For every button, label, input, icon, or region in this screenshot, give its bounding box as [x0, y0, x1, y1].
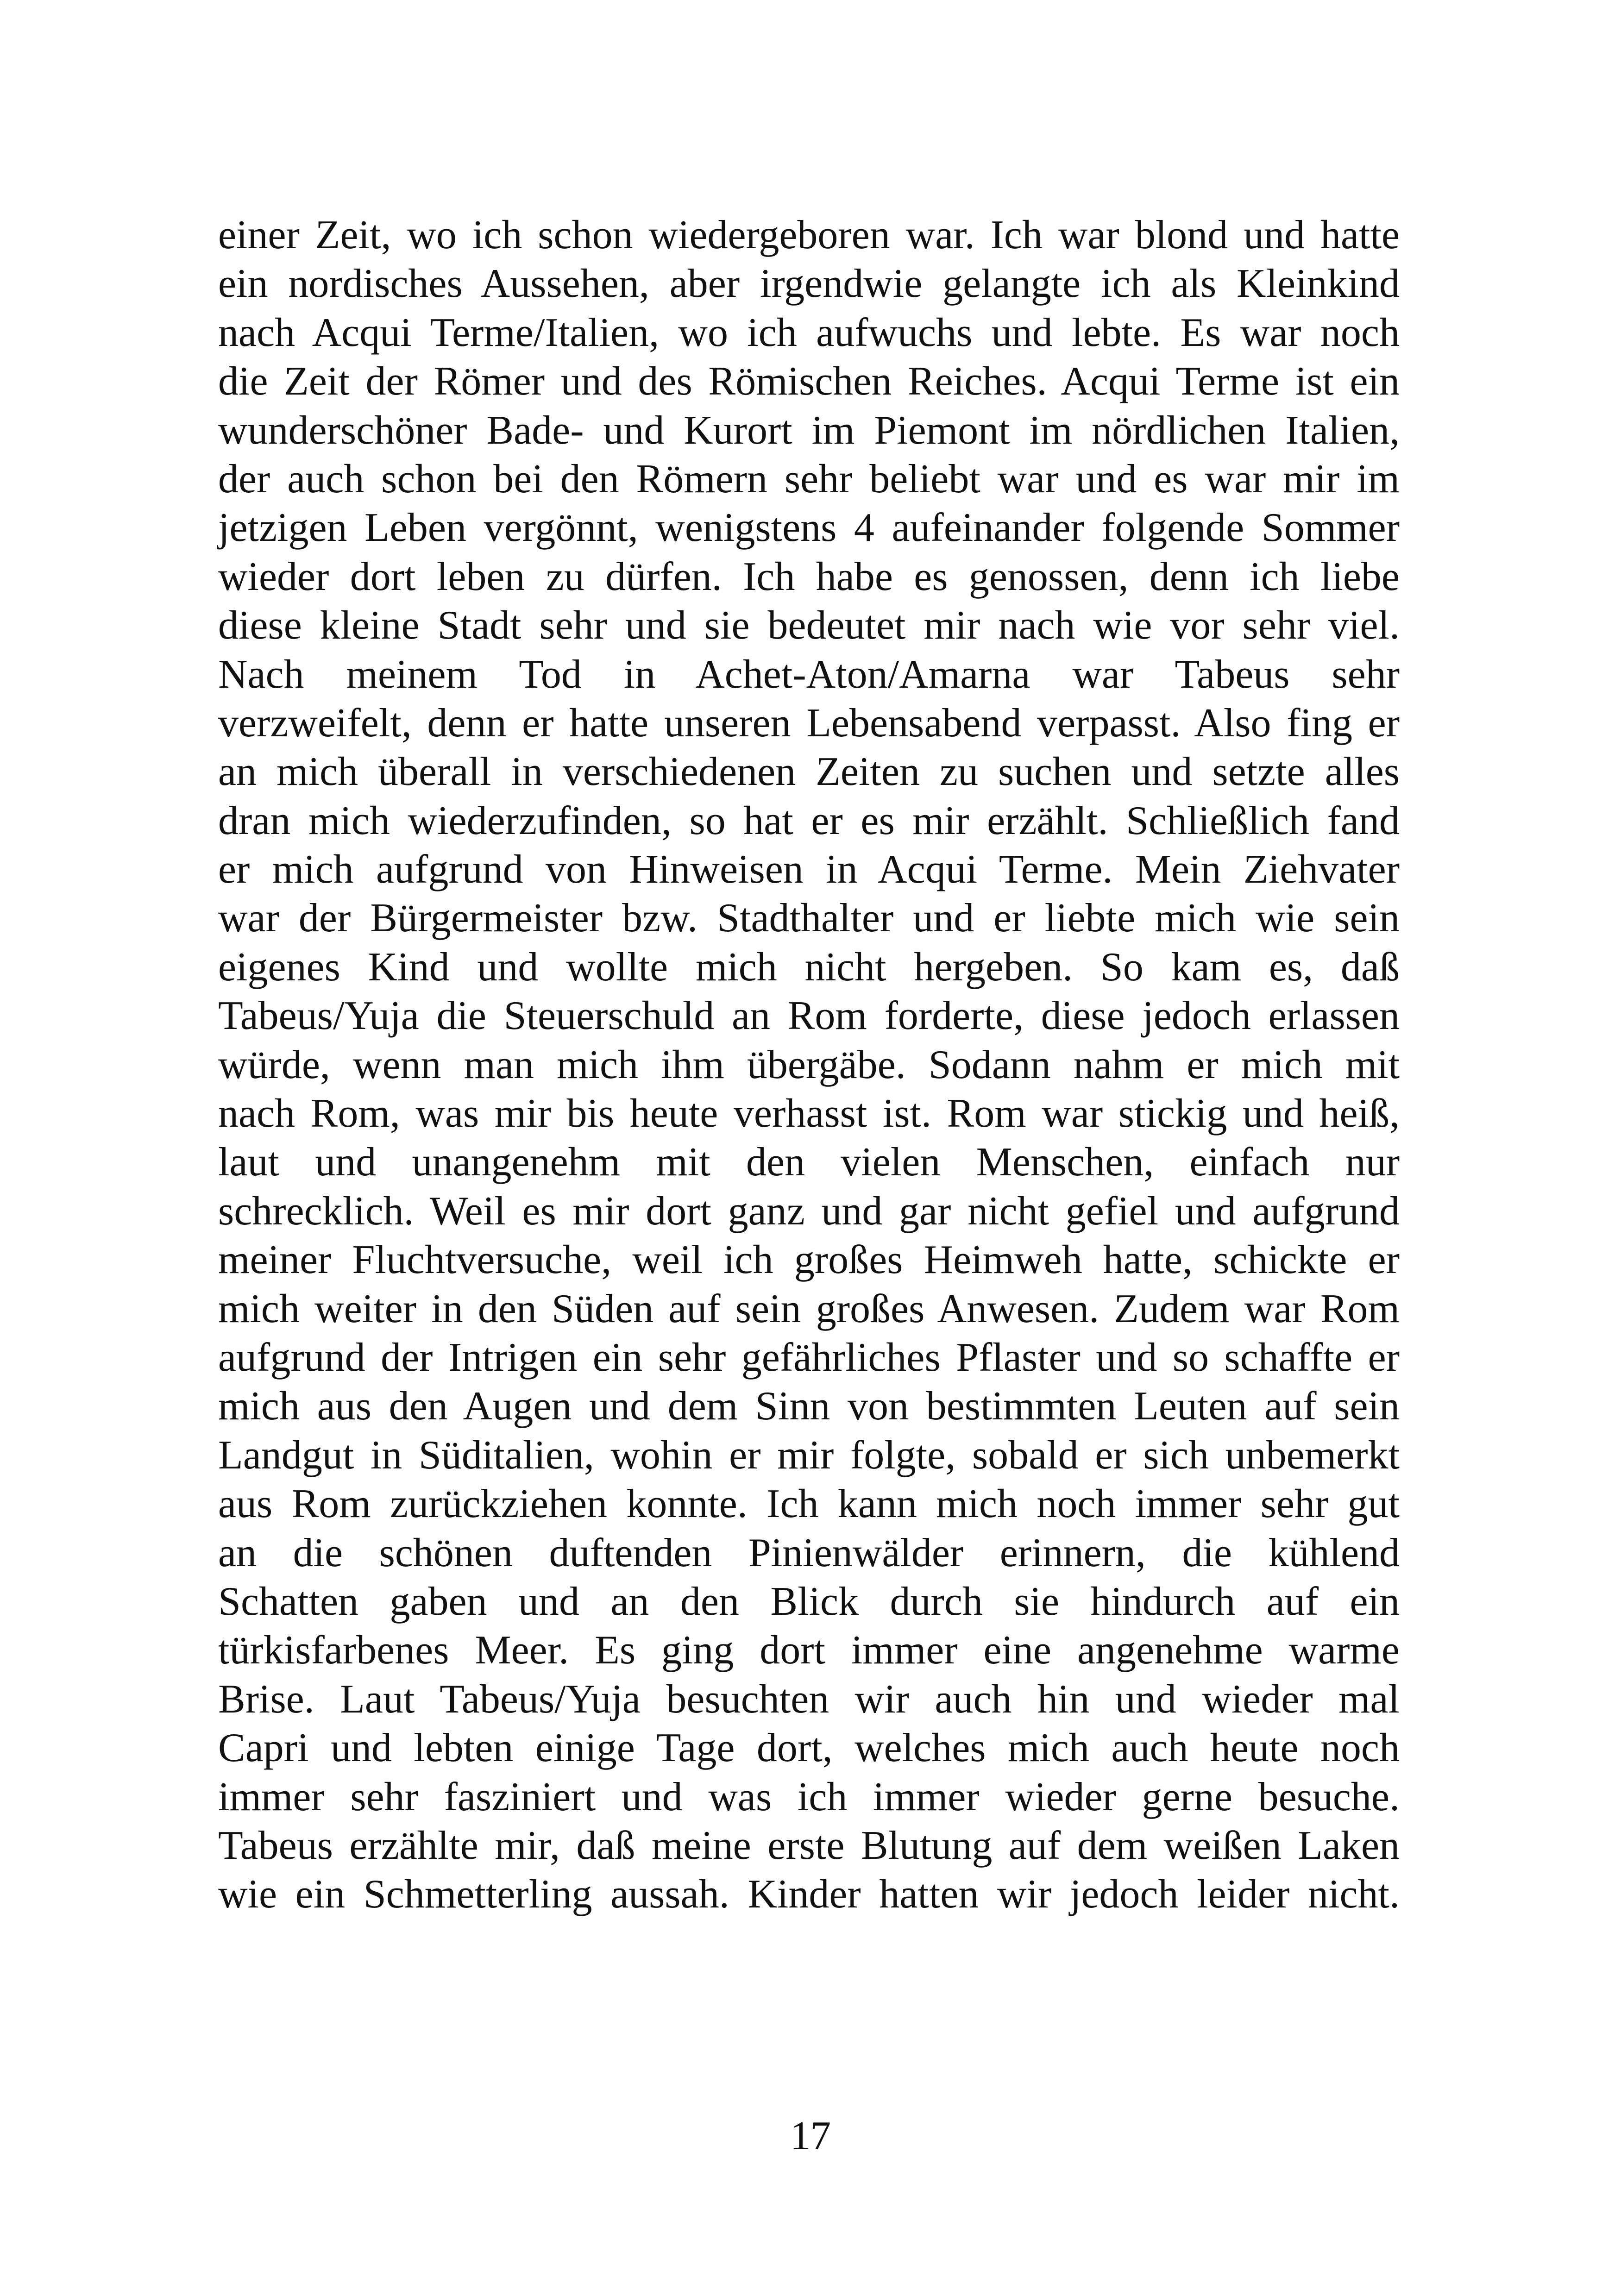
text-line: dran mich wiederzufinden, so hat er es mir erzählt. Schließlich fand: [218, 798, 1400, 843]
text-line: türkisfarbenes Meer. Es ging dort immer eine angenehme warme: [218, 1628, 1400, 1673]
text-line: würde, wenn man mich ihm übergäbe. Sodann nahm er mich mit: [218, 1042, 1400, 1087]
text-line: meiner Fluchtversuche, weil ich großes Heimweh hatte, schickte er: [218, 1237, 1400, 1283]
text-line: schrecklich. Weil es mir dort ganz und gar nicht gefiel und aufgrund: [218, 1188, 1400, 1234]
text-line: ein nordisches Aussehen, aber irgendwie gelangte ich als Kleinkind: [218, 261, 1400, 307]
text-line: verzweifelt, denn er hatte unseren Lebensabend verpasst. Also fing er: [218, 700, 1400, 746]
text-line: wie ein Schmetterling aussah. Kinder hatten wir jedoch leider nicht.: [218, 1872, 1400, 1917]
text-line: diese kleine Stadt sehr und sie bedeutet mir nach wie vor sehr viel.: [218, 603, 1400, 648]
text-line: mich weiter in den Süden auf sein großes Anwesen. Zudem war Rom: [218, 1286, 1400, 1331]
text-line: nach Rom, was mir bis heute verhasst ist. Rom war stickig und heiß,: [218, 1091, 1400, 1136]
text-line: Capri und lebten einige Tage dort, welches mich auch heute noch: [218, 1725, 1400, 1771]
text-line: der auch schon bei den Römern sehr beliebt war und es war mir im: [218, 456, 1400, 502]
text-line: Tabeus erzählte mir, daß meine erste Blutung auf dem weißen Laken: [218, 1823, 1400, 1868]
body-text: [218, 211, 1400, 1919]
text-line: war der Bürgermeister bzw. Stadthalter und er liebte mich wie sein: [218, 896, 1400, 941]
text-line: laut und unangenehm mit den vielen Menschen, einfach nur: [218, 1140, 1400, 1185]
text-line: wunderschöner Bade- und Kurort im Piemont im nördlichen Italien,: [218, 408, 1400, 453]
text-line: wieder dort leben zu dürfen. Ich habe es genossen, denn ich liebe: [218, 554, 1400, 599]
text-line: jetzigen Leben vergönnt, wenigstens 4 aufeinander folgende Sommer: [218, 505, 1400, 551]
text-line: er mich aufgrund von Hinweisen in Acqui Terme. Mein Ziehvater: [218, 847, 1400, 892]
text-line: nach Acqui Terme/Italien, wo ich aufwuchs und lebte. Es war noch: [218, 310, 1400, 355]
text-line: immer sehr fasziniert und was ich immer wieder gerne besuche.: [218, 1774, 1400, 1819]
text-line: aufgrund der Intrigen ein sehr gefährliches Pflaster und so schaffte er: [218, 1335, 1400, 1380]
text-line: Schatten gaben und an den Blick durch sie hindurch auf ein: [218, 1579, 1400, 1624]
text-line: die Zeit der Römer und des Römischen Reiches. Acqui Terme ist ein: [218, 359, 1400, 404]
text-line: Tabeus/Yuja die Steuerschuld an Rom forderte, diese jedoch erlassen: [218, 993, 1400, 1039]
text-line: eigenes Kind und wollte mich nicht hergeben. So kam es, daß: [218, 944, 1400, 990]
text-line: Brise. Laut Tabeus/Yuja besuchten wir auch hin und wieder mal: [218, 1676, 1400, 1722]
page-number: 17: [790, 2114, 831, 2158]
text-line: an mich überall in verschiedenen Zeiten zu suchen und setzte alles: [218, 749, 1400, 795]
text-line: einer Zeit, wo ich schon wiedergeboren war. Ich war blond und hatte: [218, 213, 1400, 257]
text-line: aus Rom zurückziehen konnte. Ich kann mich noch immer sehr gut: [218, 1481, 1400, 1527]
text-line: Nach meinem Tod in Achet-Aton/Amarna war Tabeus sehr: [218, 652, 1400, 697]
text-line: an die schönen duftenden Pinienwälder erinnern, die kühlend: [218, 1530, 1400, 1575]
text-line: Landgut in Süditalien, wohin er mir folgte, sobald er sich unbemerkt: [218, 1432, 1400, 1478]
text-line: mich aus den Augen und dem Sinn von bestimmten Leuten auf sein: [218, 1384, 1400, 1429]
